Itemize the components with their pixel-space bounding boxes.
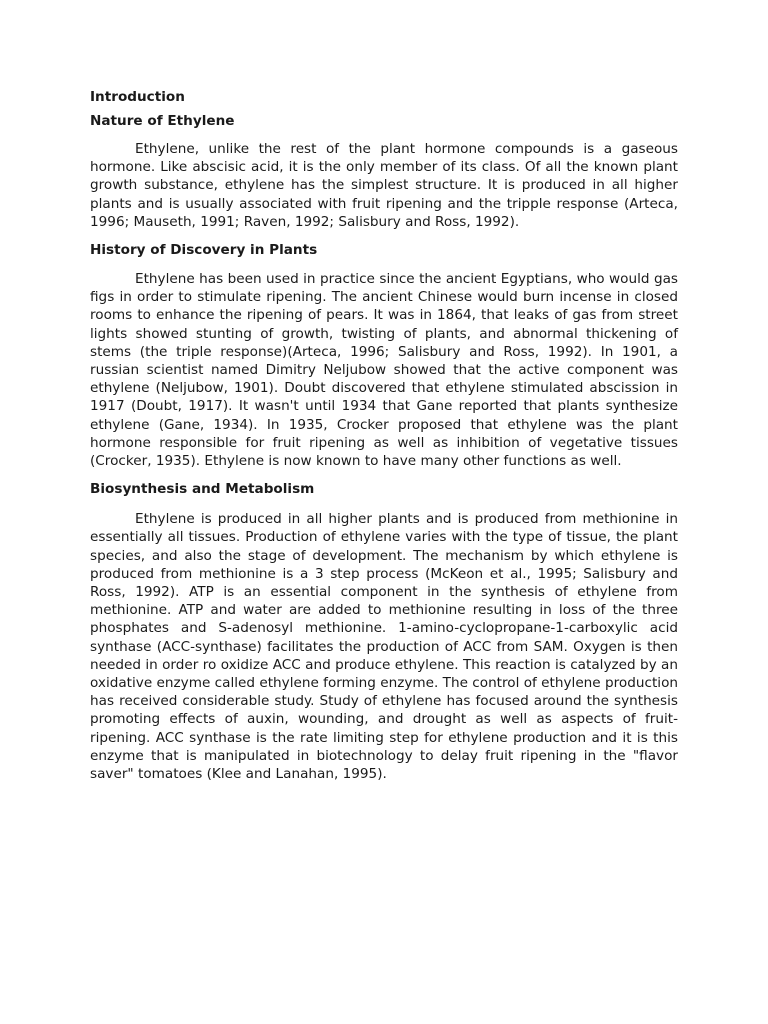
paragraph-history-of-discovery: Ethylene has been used in practice since the ancient Egyptians, who would gas figs in order to stimulate ripening. The ancient Chinese would burn incense in closed rooms to enhance the ripening of pears. It was in 1864, that leaks of gas from street lights showed stunting of growth, twisting of plants, and abnormal thickening of stems (the triple response)(Arteca, 1996; Salisbury and Ross, 1992). In 1901, a russian scientist named Dimitry Neljubow showed that the active component was ethylene (Neljubow, 1901). Doubt discovered that ethylene stimulated abscission in 1917 (Doubt, 1917). It wasn't until 1934 that Gane reported that plants synthesize ethylene (Gane, 1934). In 1935, Crocker proposed that ethylene was the plant hormone responsible for fruit ripening as well as inhibition of vegetative tissues (Crocker, 1935). Ethylene is now known to have many other functions as well.: [90, 271, 678, 470]
heading-introduction: Introduction: [90, 89, 185, 105]
heading-history-of-discovery: History of Discovery in Plants: [90, 242, 318, 259]
document-body: [90, 86, 678, 783]
heading-biosynthesis: Biosynthesis and Metabolism: [90, 481, 315, 498]
paragraph-biosynthesis: Ethylene is produced in all higher plants and is produced from methionine in essentially all tissues. Production of ethylene varies with the type of tissue, the plant species, and also the stage of development. The mechanism by which ethylene is produced from methionine is a 3 step process (McKeon et al., 1995; Salisbury and Ross, 1992). ATP is an essential component in the synthesis of ethylene from methionine. ATP and water are added to methionine resulting in loss of the three phosphates and S-adenosyl methionine. 1-amino-cyclopropane-1-carboxylic acid synthase (ACC-synthase) facilitates the production of ACC from SAM. Oxygen is then needed in order ro oxidize ACC and produce ethylene. This reaction is catalyzed by an oxidative enzyme called ethylene forming enzyme. The control of ethylene production has received considerable study. Study of ethylene has focused around the synthesis promoting effects of auxin, wounding, and drought as well as aspects of fruit-ripening. ACC synthase is the rate limiting step for ethylene production and it is this enzyme that is manipulated in biotechnology to delay fruit ripening in the "flavor saver" tomatoes (Klee and Lanahan, 1995).: [90, 511, 678, 783]
heading-nature-of-ethylene: Nature of Ethylene: [90, 113, 235, 129]
paragraph-nature-of-ethylene: Ethylene, unlike the rest of the plant hormone compounds is a gaseous hormone. Like abscisic acid, it is the only member of its class. Of all the known plant growth substance, ethylene has the simplest structure. It is produced in all higher plants and is usually associated with fruit ripening and the tripple response (Arteca, 1996; Mauseth, 1991; Raven, 1992; Salisbury and Ross, 1992).: [90, 141, 678, 230]
